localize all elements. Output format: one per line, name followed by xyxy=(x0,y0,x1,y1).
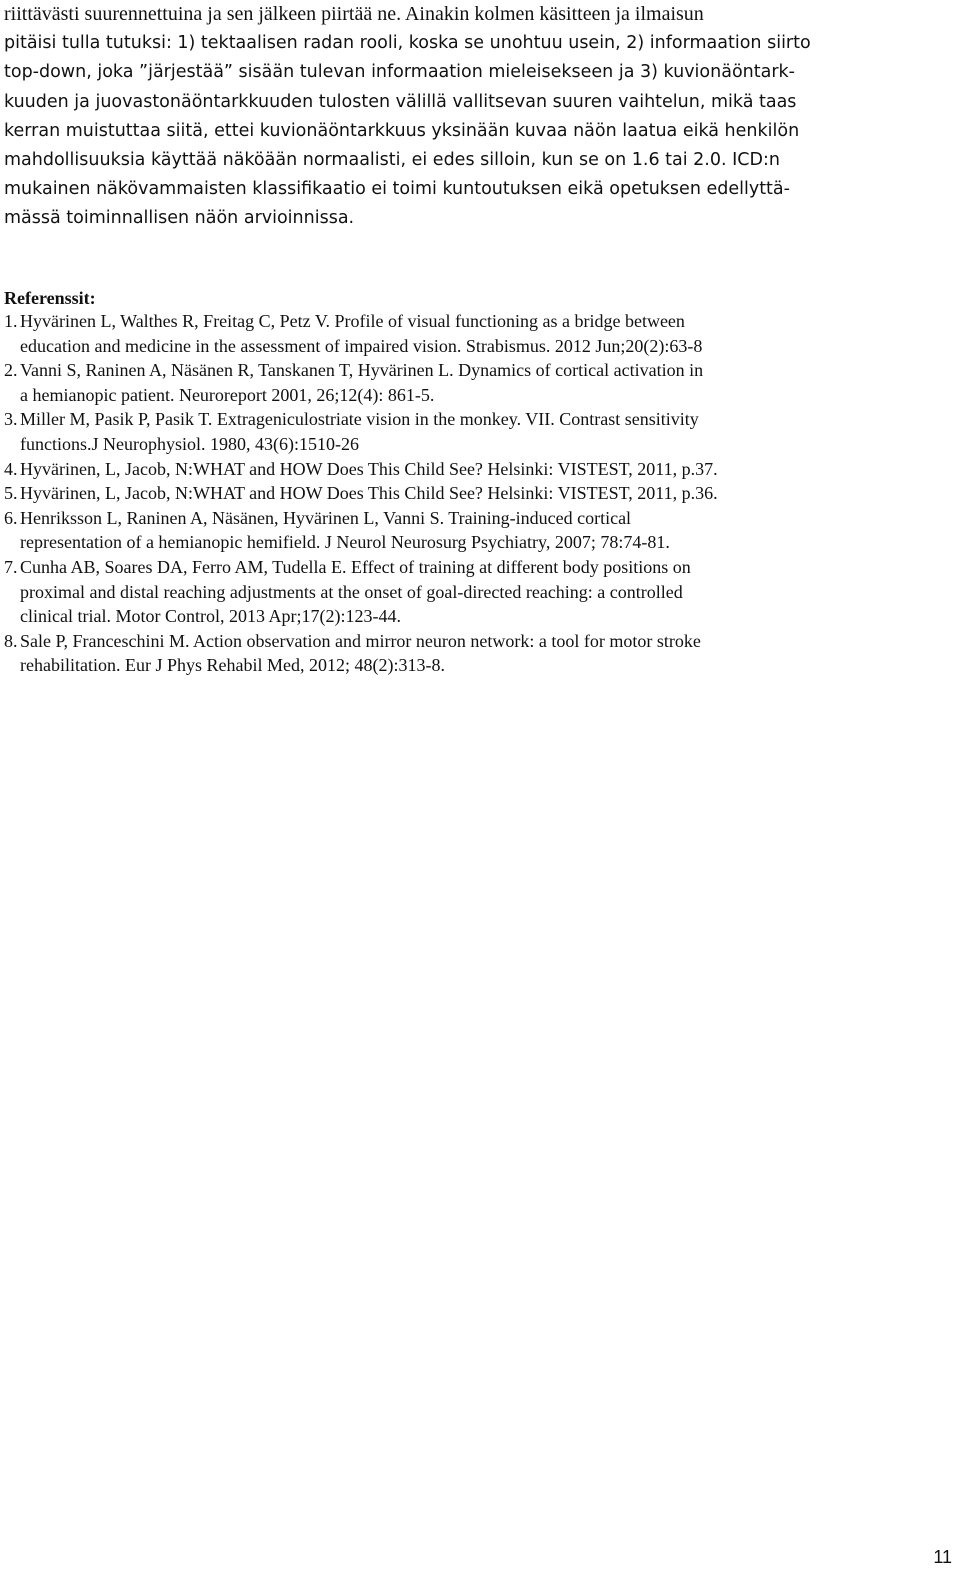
reference-text-line: Miller M, Pasik P, Pasik T. Extrageniculostriate vision in the monkey. VII. Contrast sensitivity xyxy=(20,409,699,430)
reference-text-line: clinical trial. Motor Control, 2013 Apr;17(2):123-44. xyxy=(20,606,401,627)
reference-text-line: Cunha AB, Soares DA, Ferro AM, Tudella E. Effect of training at different body positions on xyxy=(20,556,691,577)
paragraph-line: pitäisi tulla tutuksi: 1) tektaalisen radan rooli, koska se unohtuu usein, 2) informaation siirto xyxy=(4,33,811,54)
references-list xyxy=(4,309,954,678)
reference-number: 5. xyxy=(4,483,18,504)
reference-item xyxy=(4,457,954,482)
reference-item xyxy=(4,481,954,506)
reference-number: 7. xyxy=(4,556,18,577)
reference-text-line: functions.J Neurophysiol. 1980, 43(6):1510-26 xyxy=(20,433,359,454)
paragraph-line: kerran muistuttaa siitä, ettei kuvionäöntarkkuus yksinään kuvaa näön laatua eikä henkilön xyxy=(4,120,800,141)
reference-item xyxy=(4,309,954,358)
reference-number: 8. xyxy=(4,630,18,651)
paragraph-line: riittävästi suurennettuina ja sen jälkeen piirtää ne. Ainakin kolmen käsitteen ja ilmaisun xyxy=(4,3,704,25)
paragraph-line: top-down, joka ”järjestää” sisään tulevan informaation mieleisekseen ja 3) kuvionäöntark- xyxy=(4,62,795,83)
reference-text-line: Hyvärinen, L, Jacob, N:WHAT and HOW Does This Child See? Helsinki: VISTEST, 2011, p.36. xyxy=(20,483,718,504)
paragraph-line: kuuden ja juovastonäöntarkkuuden tulosten välillä vallitsevan suuren vaihtelun, mikä taas xyxy=(4,91,797,112)
reference-number: 4. xyxy=(4,458,18,479)
reference-text-line: Sale P, Franceschini M. Action observation and mirror neuron network: a tool for motor stroke xyxy=(20,630,701,651)
reference-text-line: education and medicine in the assessment of impaired vision. Strabismus. 2012 Jun;20(2):63-8 xyxy=(20,335,703,356)
page-number: 11 xyxy=(933,1547,952,1567)
paragraph-line: mässä toiminnallisen näön arvioinnissa. xyxy=(4,208,355,229)
reference-text-line: Henriksson L, Raninen A, Näsänen, Hyvärinen L, Vanni S. Training-induced cortical xyxy=(20,507,632,528)
reference-text-line: proximal and distal reaching adjustments at the onset of goal-directed reaching: a controlled xyxy=(20,581,683,602)
reference-item xyxy=(4,358,954,407)
body-paragraph xyxy=(4,0,954,234)
paragraph-line: mukainen näkövammaisten klassifikaatio ei toimi kuntoutuksen eikä opetuksen edellyttä- xyxy=(4,179,790,200)
reference-item xyxy=(4,506,954,555)
reference-number: 1. xyxy=(4,311,18,331)
reference-text-line: rehabilitation. Eur J Phys Rehabil Med, 2012; 48(2):313-8. xyxy=(20,655,445,676)
reference-text-line: Hyvärinen, L, Jacob, N:WHAT and HOW Does This Child See? Helsinki: VISTEST, 2011, p.37. xyxy=(20,458,718,479)
reference-text-line: a hemianopic patient. Neuroreport 2001, 26;12(4): 861-5. xyxy=(20,384,435,405)
paragraph-line: mahdollisuuksia käyttää näköään normaalisti, ei edes silloin, kun se on 1.6 tai 2.0. ICD:n xyxy=(4,150,780,171)
reference-item xyxy=(4,555,954,629)
references-heading: Referenssit: xyxy=(4,288,96,308)
reference-item xyxy=(4,407,954,456)
reference-number: 6. xyxy=(4,507,18,528)
reference-text-line: representation of a hemianopic hemifield. J Neurol Neurosurg Psychiatry, 2007; 78:74-81. xyxy=(20,532,670,553)
reference-item xyxy=(4,629,954,678)
reference-number: 2. xyxy=(4,360,18,381)
reference-number: 3. xyxy=(4,409,18,430)
reference-text-line: Hyvärinen L, Walthes R, Freitag C, Petz V. Profile of visual functioning as a bridge between xyxy=(20,311,685,331)
reference-text-line: Vanni S, Raninen A, Näsänen R, Tanskanen T, Hyvärinen L. Dynamics of cortical activation in xyxy=(20,360,704,381)
